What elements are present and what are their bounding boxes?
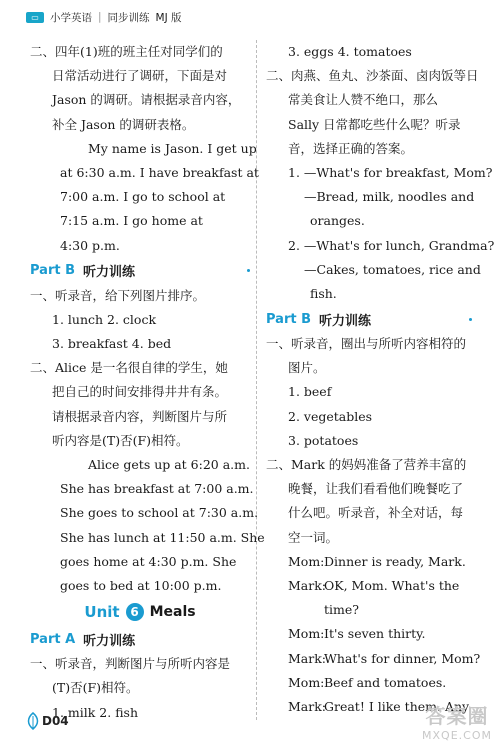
part-a-heading: Part A 听力训练 — [30, 631, 136, 649]
unit-number-badge: 6 — [126, 603, 144, 621]
dialogue-line: Mark: Great! I like them. Any — [288, 698, 470, 714]
leaf-icon — [26, 712, 40, 730]
q1-item: 1. lunch 2. clock — [52, 311, 157, 327]
alice-passage: Alice gets up at 6:20 a.m. She has breakfast at 7:00 a.m. She goes to school at 7:30 a.m. She has lunch at 11:50 a.m. She goes home at 4:30 p.m. She goes to bed at 10:00 p.m. — [60, 457, 265, 593]
circle-question-intro: 一、听录音，圈出与所听内容相符的 — [266, 336, 467, 352]
dot-icon — [247, 269, 250, 272]
question-2b-intro: 二、Alice 是一名很自律的学生，她 把自己的时间安排得井井有条。 请根据录音内容，判断图片与所 听内容是(T)否(F)相符。 — [30, 360, 228, 448]
question-1: 一、听录音，给下列图片排序。 — [30, 287, 206, 303]
dialogue-line: Mark: What's for dinner, Mom? — [288, 650, 481, 666]
mark-dialogue: Mom: Dinner is ready, Mark. Mark: OK, Mom. What's the time? Mom: It's seven thirty. Mark: What's for dinner, Mom? Mom: Beef and tomatoes. Mark: Great! I like them. Any — [266, 550, 472, 719]
dialogue-2: 2. —What's for lunch, Grandma? —Cakes, tomatoes, rice and fish. — [288, 237, 495, 301]
page-header: ▭ 小学英语 | 同步训练 MJ 版 — [26, 8, 182, 26]
question-2-intro: 二、四年(1)班的班主任对同学们的 日常活动进行了调研，下面是对 Jason 的调研。请根据录音内容， 补全 Jason 的调研表格。 — [30, 44, 241, 132]
dialogue-line: Mom: Beef and tomatoes. — [288, 674, 447, 690]
mark-question-intro: 二、Mark 的妈妈准备了营养丰富的 晚餐，让我们看看他们晚餐吃了 什么吧。听录音，补全对话，每 空一词。 — [266, 457, 467, 545]
dialogue-1: 1. —What's for breakfast, Mom? —Bread, milk, noodles and oranges. — [288, 164, 493, 229]
dialogue-line: Mom: It's seven thirty. — [288, 626, 426, 642]
continued-items: 3. eggs 4. tomatoes — [288, 44, 412, 59]
right-column: 3. eggs 4. tomatoes 二、肉燕、鱼丸、沙茶面、卤肉饭等日 常美食让人赞不绝口，那么 Sally 日常都吃些什么呢？听录 音，选择正确的答案。 1. —What's for breakfast, Mom? —Bread, milk, noodles and oranges. 2. —What's for lunch, Grandma? —Cakes, tomatoes, rice and fish. Part B 听力训练 一、听录音，圈出与所听内容相符的 图片。 1. beef 2. vegetables 3. potatoes 二、Mark 的妈妈准备了营养丰富的 晚餐，让我们看看他们晚餐吃了 什么吧。听录音，补全对话，每 空一词。 Mom: Dinner is ready, Mark. Mark: OK, Mom. What's the time? Mom: It's seven thirty. Mark: What's for dinner, Mom? Mom: Beef and tomatoes. Mark: Great! I like them. Any — [266, 40, 472, 719]
jason-passage: My name is Jason. I get up at 6:30 a.m. I have breakfast at 7:00 a.m. I go to school at 7:15 a.m. I go home at 4:30 p.m. — [60, 140, 259, 253]
unit-heading: Unit 6 Meals — [84, 603, 196, 622]
page-number: D04 — [42, 714, 69, 728]
edition-label: MJ 版 — [155, 11, 182, 24]
part-b-heading-right: Part B 听力训练 — [266, 306, 472, 332]
watermark: 答案圈 MXQE.COM — [422, 704, 492, 742]
q1-item: 3. breakfast 4. bed — [52, 336, 172, 352]
sally-question-intro: 二、肉燕、鱼丸、沙茶面、卤肉饭等日 常美食让人赞不绝口，那么 Sally 日常都吃些什么呢？听录 音，选择正确的答案。 — [266, 68, 479, 156]
qa-items: 1. milk 2. fish — [52, 704, 138, 720]
book-tag-icon: ▭ — [26, 12, 44, 23]
part-b-heading: Part B 听力训练 — [30, 258, 250, 284]
part-a-question-1: 一、听录音，判断图片与所听内容是 — [30, 656, 231, 672]
left-column: 二、四年(1)班的班主任对同学们的 日常活动进行了调研，下面是对 Jason 的调研。请根据录音内容， 补全 Jason 的调研表格。 My name is Jason. I get up at 6:30 a.m. I have breakfast at 7:00 a.m. I go to school at 7:15 a.m. I go home at 4:30 p.m. Part B 听力训练 一、听录音，给下列图片排序。 1. lunch 2. clock 3. breakfast 4. bed 二、Alice 是一名很自律的学生，她 把自己的时间安排得井井有条。 请根据录音内容，判断图片与所 听内容是(T)否(F)相符。 Alice gets up at 6:20 a.m. She has breakfast at 7:00 a.m. She goes to school at 7:30 a.m. She has lunch at 11:50 a.m. She goes home at 4:30 p.m. She goes to bed at 10:00 p.m. Unit 6 Meals Part A 听力训练 一、听录音，判断图片与所听内容是 (T)否(F)相符。 1. milk 2. fish — [30, 40, 250, 725]
dialogue-line: Mark: OK, Mom. What's the — [288, 577, 460, 593]
series-label: 同步训练 — [107, 11, 150, 24]
subject-label: 小学英语 — [50, 11, 92, 24]
dialogue-line: Mom: Dinner is ready, Mark. — [288, 553, 466, 569]
circle-item: 2. vegetables — [288, 408, 373, 424]
circle-item: 3. potatoes — [288, 432, 359, 448]
circle-item: 1. beef — [288, 384, 332, 400]
page-footer — [26, 712, 69, 730]
dot-icon — [469, 318, 472, 321]
